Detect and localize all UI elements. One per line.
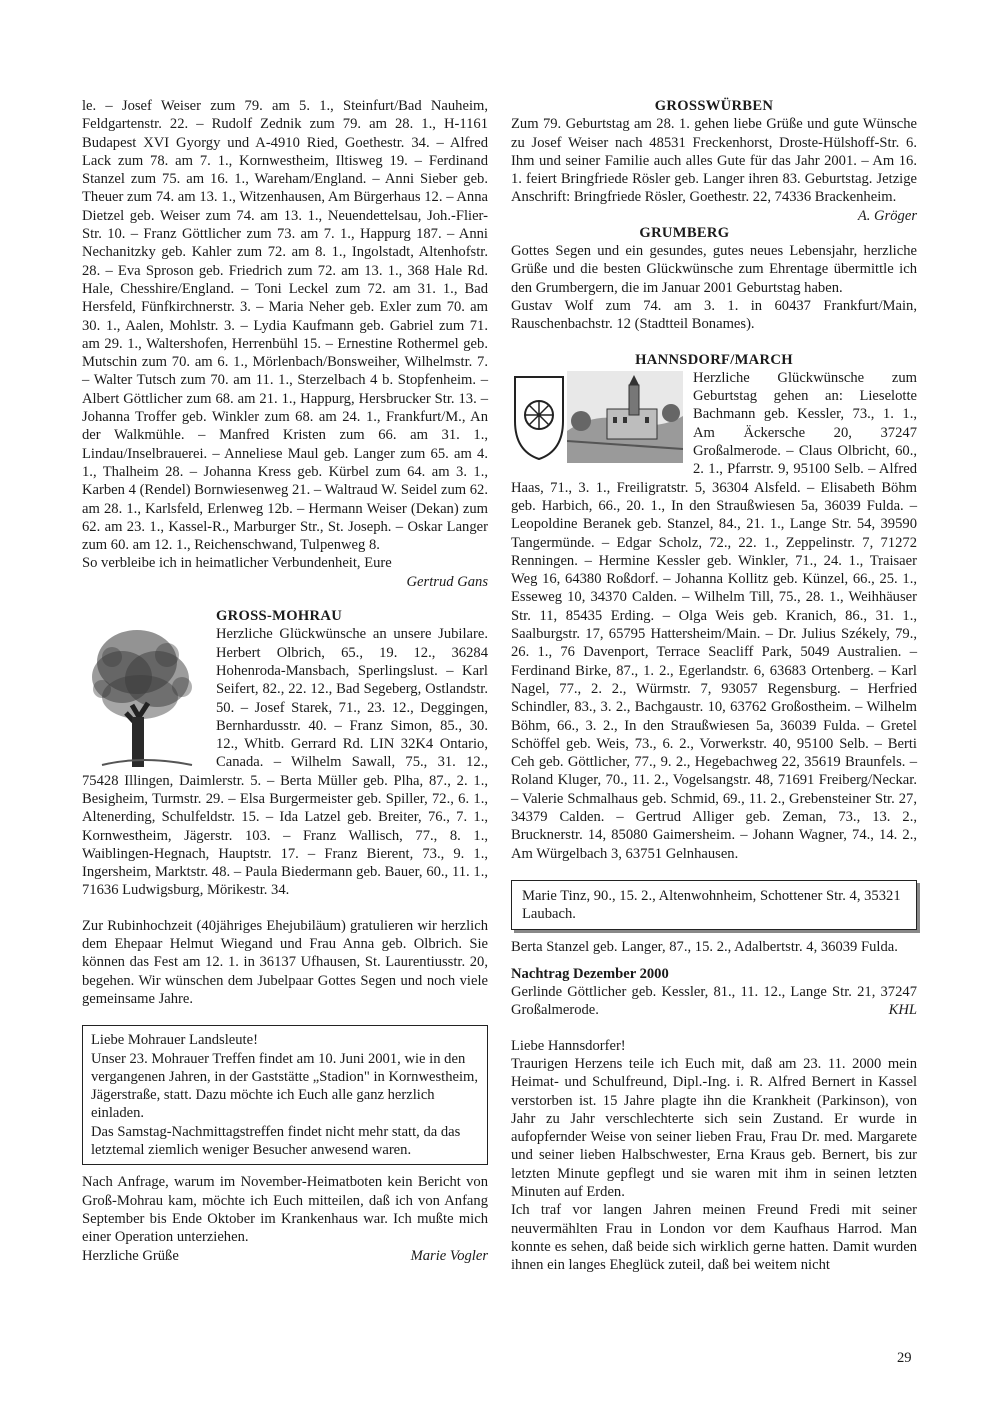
- gross-mohrau-text: Herzliche Glückwünsche an unsere Jubilare. Herbert Olbrich, 65., 19. 12., 36284 Hohenroda-Mansbach, Sperlingslust. – Karl Seifert, 82., 22. 12., Bad Segeberg, Ostlandstr. 50. – Josef Starek, 71., 23. 12., Deggingen, Bernhardusstr. 40. – Franz Simon, 85., 30. 12., Whitb. Gerrard Rd. LIN 32K4 Ontario, Canada. – Wilhelm Sawall, 75., 31. 12., 75428 Illingen, Daimlerstr. 5. – Berta Müller geb. Plha, 87., 2. 1., Besigheim, Turmstr. 29. – Elsa Burgermeister geb. Spiller, 72., 6. 1., Altenerding, Schulfeldstr. 15. – Ida Latzel geb. Breiter, 76., 7. 1., Kornwestheim, Jägerstr. 103. – Franz Wallisch, 77., 8. 1., Waiblingen-Hegnach, Hauptstr. 17. – Franz Bierent, 73., 9. 1., Ingersheim, Marktstr. 48. – Paula Biedermann geb. Bauer, 60., 11. 1., 71636 Ludwigsburg, Mörikestr. 34.: [82, 626, 488, 899]
- grumberg-title: GRUMBERG: [639, 224, 730, 241]
- letter-text-2: Ich traf vor langen Jahren meinen Freund Fredi mit seiner neuvermählten Frau in London vor dem Kaufhaus Harrod. Man konnte es sehen, daß beide sich wirklich gerne hatten. Damit wurden ihnen ein langes Eheglück zuteil, daß bei weitem nicht: [511, 1202, 917, 1274]
- coat-of-arms-icon: [511, 371, 567, 463]
- invitation-greeting: Liebe Mohrauer Landsleute!: [91, 1032, 258, 1049]
- marie-tinz-text: Marie Tinz, 90., 15. 2., Altenwohnheim, Schottener Str. 4, 35321 Laubach.: [522, 887, 901, 923]
- marie-tinz-box: [511, 880, 917, 931]
- left-column: [82, 97, 488, 1265]
- castle-illustration: [567, 371, 683, 463]
- section-gross-mohrau: [82, 607, 488, 900]
- invitation-box: [82, 1025, 488, 1165]
- hannsdorf-emblem: [511, 371, 687, 463]
- signature-a-groeger: A. Gröger: [857, 207, 917, 224]
- hospital-note: Nach Anfrage, warum im November-Heimatboten kein Bericht von Groß-Mohrau kam, möchte ich Euch mitteilen, daß ich von Anfang September bis Ende Oktober im Krankenhaus war. Ich mußte mich einer Operation unterziehen.: [82, 1174, 488, 1246]
- gross-mohrau-title: GROSS-MOHRAU: [216, 608, 343, 625]
- letter-greeting: Liebe Hannsdorfer!: [511, 1037, 626, 1054]
- note-closing: Herzliche Grüße: [82, 1247, 179, 1264]
- berta-stanzel-text: Berta Stanzel geb. Langer, 87., 15. 2., Adalbertstr. 4, 36039 Fulda.: [511, 939, 898, 956]
- grosswuerben-text: Zum 79. Geburtstag am 28. 1. gehen liebe Grüße und gute Wünsche zu Josef Weiser nach 48531 Freckenhorst, Droste-Hülshoff-Str. 6. Ihm und seiner Familie auch alles Gute für das Jahr 2001. – Am 16. 1. feiert Bringfriede Rösler geb. Langer ihren 83. Geburtstag. Jetzige Anschrift: Bringfriede Rösler, Goethestr. 22, 74336 Brackenheim. A. Gröger: [511, 116, 917, 224]
- right-column: [511, 97, 917, 1275]
- hannsdorf-title: HANNSDORF/MARCH: [635, 351, 793, 368]
- grosswuerben-title: GROSSWÜRBEN: [654, 98, 774, 114]
- grumberg-text: Gottes Segen und ein gesundes, gutes neues Lebensjahr, herzliche Grüße und die besten Glückwünsche zum Ehrentage übermittle ich den Grumbergern, die im Januar 2001 Geburtstag haben.: [511, 243, 917, 296]
- page-number: 29: [897, 1350, 912, 1366]
- signature-khl: KHL: [888, 1002, 917, 1019]
- grumberg-text-2: Gustav Wolf zum 74. am 3. 1. in 60437 Frankfurt/Main, Rauschenbachstr. 12 (Stadtteil Bonames).: [511, 297, 917, 333]
- note-closing-row: [82, 1247, 488, 1265]
- letter-text-1: Traurigen Herzens teile ich Euch mit, daß am 23. 11. 2000 mein Heimat- und Schulfreund, Dipl.-Ing. i. R. Alfred Bernert in Kassel verstorben ist. 15 Jahre plagte ihn die Krankheit (Parkinson), von Jahr zu Jahr verschlechterte sich sein Zustand. Er wurde in aufopfernder Weise von seiner lieben Frau, Frau Dr. med. Margarete und seiner lieben Halbschwester, Erna Kraus geb. Bernert, bis zur letzten Minute gepflegt und sie waren mit ihm in seinen letzten Minuten auf Erden.: [511, 1055, 917, 1201]
- birthday-list-text: le. – Josef Weiser zum 79. am 5. 1., Steinfurt/Bad Nauheim, Feldgartenstr. 22. – Rudolf Zednik zum 79. am 28. 1., H-1161 Budapest XVI Gyorgy und A-4910 Ried, Goethestr. 34. – Alfred Lack zum 78. am 7. 1., Kornwestheim, Iltisweg 19. – Ferdinand Stanzel zum 75. am 16. 1., Wareham/England. – Anni Sieber geb. Theuer zum 74. am 13. 1., Witzenhausen, Am Bürgerhaus 12. – Anna Dietzel geb. Weiser zum 74. am 13. 1., Neuendettelsau, Joh.-Flier-Str. 10. – Franz Göttlicher zum 73. am 7. 1., Happurg 187. – Anni Nechanitzky geb. Kahler zum 72. am 8. 1., Ingolstadt, Altenhofstr. 28. – Eva Sproson geb. Friedrich zum 72. am 13. 1., 368 Hale Rd. Hale, Chesshire/England. – Toni Leckel zum 72. am 31. 1., Bad Hersfeld, Fünfkirchnerstr. 3. – Maria Neher geb. Exler zum 70. am 30. 1., Aalen, Mohlstr. 3. – Lydia Kaufmann geb. Gabriel zum 71. am 29. 1., Waltershofen, Herrenbühl 15. – Ernestine Rothermel geb. Mutschin zum 70. am 6. 1., Mörlenbach/Bonsweiher, Wilhelmstr. 7. – Walter Tutsch zum 70. am 11. 1., Sterzelbach 4 b. Stopfenheim. – Albert Göttlicher zum 68. am 21. 1., Happurg, Hersbrucker Str. 13. – Johanna Troffer geb. Winkler zum 68. am 24. 1., Frankfurt/M., An der Walkmühle. – Manfred Kristen zum 66. am 31. 1., Lindau/Inselbrauerei. – Anneliese Maul geb. Langer zum 65. am 4. 1., Thalheim 28. – Johanna Kress geb. Kürbel zum 64. am 3. 1., Karben 4 (Rendel) Bornwiesenweg 21. – Waltraud W. Seidel zum 62. am 28. 1., Karlsfeld, Erlenweg 12b. – Hermann Weiser (Dekan) zum 62. am 23. 1., Kassel-R., Marburger Str., St. Joseph. – Oskar Langer zum 60. am 12. 1., Reichenschwand, Tulpenweg 8.: [82, 98, 488, 554]
- hannsdorf-text: Herzliche Glückwünsche zum Geburtstag gehen an: Lieselotte Bachmann geb. Kessler, 73., 1. 1., Am Äckersche 20, 37247 Großalmerode. – Claus Olbricht, 60., 2. 1., Pfarrstr. 9, 95100 Selb. – Alfred Haas, 71., 3. 1., Freiligratstr. 5, 36304 Alsfeld. – Elisabeth Böhm geb. Harbich, 66., 20. 1., In den Straußwiesen 5a, 36039 Fulda. – Leopoldine Beranek geb. Stanzel, 84., 21. 1., Lange Str. 54, 39590 Tangermünde. – Edgar Scholz, 72., 22. 1., Zeppelinstr. 7, 71272 Renningen. – Hermine Kessler geb. Winkler, 71., 24. 1., Traisaer Weg 16, 64380 Roßdorf. – Johanna Kollitz geb. Künzel, 66., 25. 1., Esseweg 10, 34370 Calden. – Wilhelm Till, 75., 28. 1., Weihhäuser Str. 11, 85435 Erding. – Olga Weis geb. Kranich, 86., 31. 1., Saalburgstr. 17, 65795 Hattersheim/Main. – Dr. Julius Székely, 79., 26. 1., 76 Davenport, Terrace Seacliff Park, 5049 Australien. – Ferdinand Birke, 87., 1. 2., Egerlandstr. 6, 63683 Ortenberg. – Karl Nagel, 77., 2. 2., Würmstr. 7, 93057 Regensburg. – Herfried Schindler, 83., 3. 2., Bachgaustr. 10, 63762 Großostheim. – Wilhelm Böhm, 66., 3. 2., In den Straußwiesen 5a, 36039 Fulda. – Gretel Schöffel geb. Weis, 73., 6. 2., Vorwerkstr. 40, 95100 Selb. – Berti Ceh geb. Göttlicher, 77., 9. 2., Hegebachweg 22, 35619 Braunfels. – Roland Kluger, 70., 11. 2., Vogelsangstr. 48, 71691 Freiberg/Neckar. – Valerie Schmalhaus geb. Schmid, 69., 11. 2., Grebensteiner Str. 27, 34379 Calden. – Gertrud Alliger geb. Zeman, 73., 13. 2., Brucknerstr. 14, 85080 Gaimersheim. – Johann Wagner, 74., 14. 2., Am Würgelbach 3, 63751 Gelnhausen.: [511, 369, 917, 862]
- nachtrag-title: Nachtrag Dezember 2000: [511, 965, 669, 982]
- invitation-text-2: Das Samstag-Nachmittagstreffen findet nicht mehr statt, da das letztemal ziemlich weniger Besucher anwesend waren.: [91, 1123, 461, 1159]
- signature-marie-vogler: Marie Vogler: [410, 1247, 488, 1264]
- hannsdorf-section: [511, 369, 917, 863]
- tree-illustration: [82, 617, 208, 767]
- signature-gertrud-gans: Gertrud Gans: [406, 573, 488, 590]
- invitation-text-1: Unser 23. Mohrauer Treffen findet am 10. Juni 2001, wie in den vergangenen Jahren, in der Gaststätte „Stadion" in Kornwestheim, Jägerstraße, statt. Dazu möchte ich Euch alle ganz herzlich einladen.: [91, 1050, 479, 1122]
- nachtrag-text: Gerlinde Göttlicher geb. Kessler, 81., 11. 12., Lange Str. 21, 37247 Großalmerode. KHL: [511, 984, 917, 1019]
- ruby-wedding-text: Zur Rubinhochzeit (40jähriges Ehejubiläum) gratulieren wir herzlich dem Ehepaar Helmut Wiegand und Frau Anna geb. Olbrich. Sie können das Fest am 12. 1. in 36137 Ufhausen, St. Laurentiusstr. 20, begehen. Wir wünschen dem Jubelpaar Gottes Segen und noch viele gemeinsame Jahre.: [82, 917, 488, 1007]
- closing-line: So verbleibe ich in heimatlicher Verbundenheit, Eure: [82, 555, 392, 572]
